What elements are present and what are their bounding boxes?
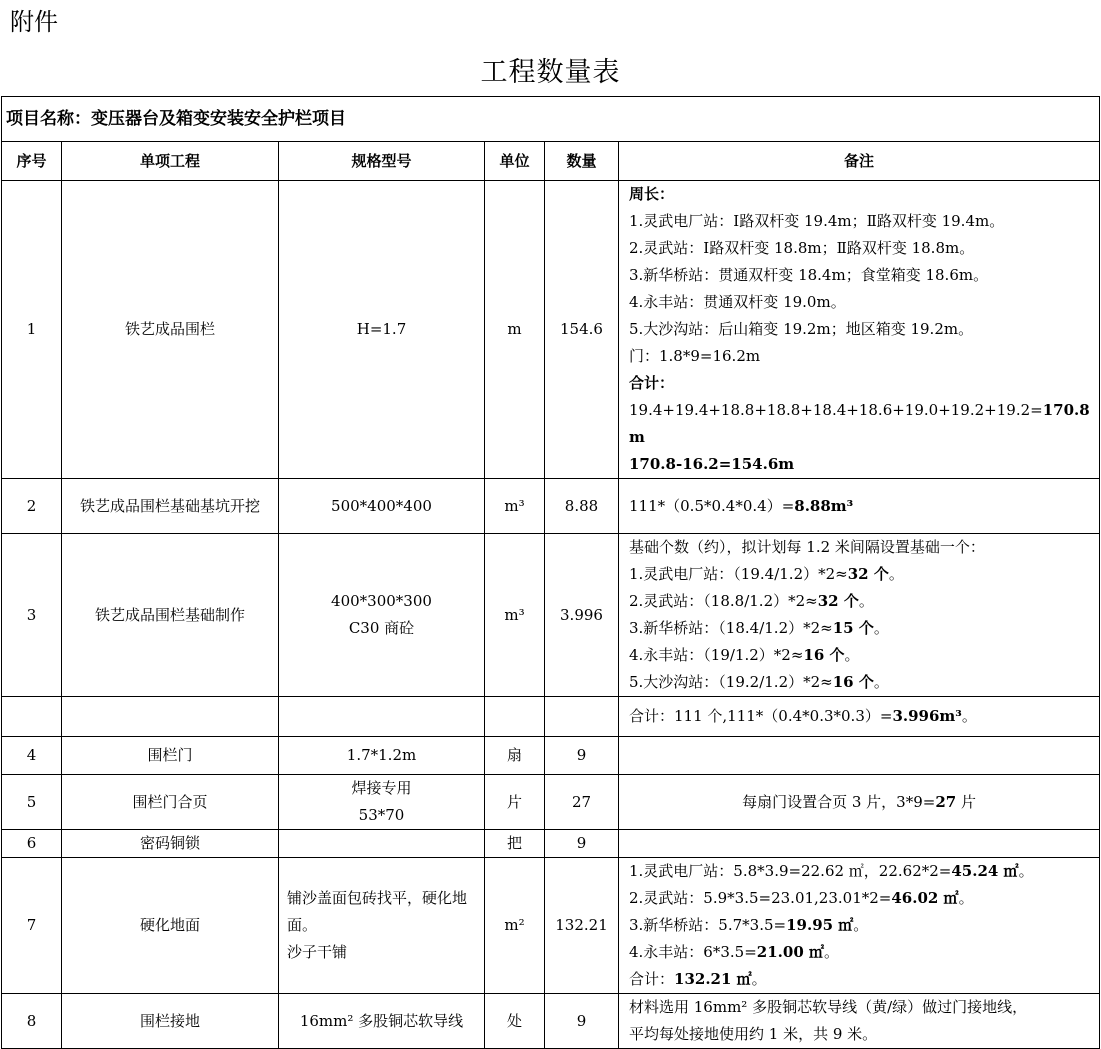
notes-line [629, 181, 1095, 208]
unit-cell: 处 [485, 994, 545, 1049]
notes-line [629, 451, 1095, 478]
notes-line: 基础个数（约），拟计划每 1.2 米间隔设置基础一个： [629, 538, 985, 556]
notes-cell [619, 994, 1100, 1049]
notes-bold: 16 个 [803, 646, 845, 664]
attachment-label: 附件 [10, 8, 58, 36]
notes-bold: 21.00 ㎡ [756, 943, 824, 961]
header-notes: 备注 [619, 142, 1100, 181]
row-number: 2 [2, 479, 62, 534]
notes-line: 3.新华桥站：5.7*3.5=19.95 ㎡。 [629, 916, 869, 934]
header-item: 单项工程 [62, 142, 279, 181]
notes-bold: 170.8m [629, 401, 1090, 446]
spec-line: 1.7*1.2m [346, 746, 417, 764]
qty-cell: 3.996 [545, 534, 619, 697]
notes-cell [619, 775, 1100, 830]
row-number: 8 [2, 994, 62, 1049]
spec-cell [279, 181, 485, 479]
spec-line: 400*300*300 [331, 592, 432, 610]
notes-line: 2.灵武站：Ⅰ路双杆变 18.8m；Ⅱ路双杆变 18.8m。 [629, 239, 975, 257]
table-row [2, 534, 1100, 697]
spec-line: C30 商砼 [348, 619, 415, 637]
qty-cell: 27 [545, 775, 619, 830]
notes-line: 3.新华桥站：贯通双杆变 18.4m；食堂箱变 18.6m。 [629, 266, 989, 284]
notes-line [629, 370, 1095, 397]
notes-line: 111*（0.5*0.4*0.4）=8.88m³ [629, 496, 854, 515]
spec-cell [279, 994, 485, 1049]
unit-cell [485, 697, 545, 737]
spec-line: H=1.7 [356, 320, 407, 338]
notes-line: 2.灵武站：5.9*3.5=23.01,23.01*2=46.02 ㎡。 [629, 889, 974, 907]
item-name: 铁艺成品围栏 [62, 181, 279, 479]
notes-line: 合计：132.21 ㎡。 [629, 970, 767, 988]
spec-line: 焊接专用 [351, 779, 412, 797]
unit-cell: m³ [485, 479, 545, 534]
project-row [2, 97, 1100, 142]
row-number: 1 [2, 181, 62, 479]
unit-cell: m [485, 181, 545, 479]
table-row [2, 994, 1100, 1049]
notes-bold: 32 个 [817, 592, 859, 610]
page-title: 工程数量表 [480, 57, 621, 88]
spec-cell [279, 775, 485, 830]
notes-line: 1.灵武电厂站：5.8*3.9=22.62 ㎡，22.62*2=45.24 ㎡。 [629, 862, 1034, 880]
notes-line: 合计：111 个,111*（0.4*0.3*0.3）=3.996m³。 [629, 707, 977, 725]
notes-line: 材料选用 16mm² 多股铜芯软导线（黄/绿）做过门接地线， [629, 998, 1028, 1016]
notes-cell [619, 534, 1100, 697]
row-number: 3 [2, 534, 62, 697]
qty-cell: 9 [545, 737, 619, 775]
qty-cell: 132.21 [545, 858, 619, 994]
notes-bold: 3.996m³ [892, 707, 962, 725]
notes-line: 3.新华桥站：（18.4/1.2）*2≈15 个。 [629, 619, 889, 637]
notes-cell [619, 697, 1100, 737]
item-name: 围栏门合页 [62, 775, 279, 830]
notes-bold: 45.24 ㎡ [951, 862, 1019, 880]
spec-line: 沙子干铺 [287, 943, 348, 961]
spec-line: 铺沙盖面包砖找平，硬化地面。 [287, 889, 468, 934]
notes-bold: 132.21 ㎡ [674, 970, 752, 988]
notes-bold: 16 个 [832, 673, 874, 691]
header-qty: 数量 [545, 142, 619, 181]
header-no: 序号 [2, 142, 62, 181]
notes-bold: 32 个 [847, 565, 889, 583]
notes-line: 每扇门设置合页 3 片，3*9=27 片 [742, 792, 976, 811]
notes-line: 2.灵武站：（18.8/1.2）*2≈32 个。 [629, 592, 874, 610]
unit-cell: 把 [485, 830, 545, 858]
header-spec: 规格型号 [279, 142, 485, 181]
table-row [2, 697, 1100, 737]
qty-cell: 8.88 [545, 479, 619, 534]
notes-bold: 15 个 [832, 619, 874, 637]
spec-cell [279, 830, 485, 858]
item-name: 铁艺成品围栏基础基坑开挖 [62, 479, 279, 534]
spec-cell [279, 737, 485, 775]
row-number: 5 [2, 775, 62, 830]
header-unit: 单位 [485, 142, 545, 181]
qty-cell [545, 697, 619, 737]
notes-line: 4.永丰站：6*3.5=21.00 ㎡。 [629, 943, 839, 961]
table-row [2, 181, 1100, 479]
notes-cell [619, 479, 1100, 534]
notes-bold: 46.02 ㎡ [891, 889, 959, 907]
notes-bold: 周长： [629, 185, 675, 203]
notes-line: 门：1.8*9=16.2m [629, 347, 761, 365]
notes-line: 1.灵武电厂站：（19.4/1.2）*2≈32 个。 [629, 565, 904, 583]
unit-cell: m³ [485, 534, 545, 697]
row-number: 7 [2, 858, 62, 994]
notes-bold: 8.88m³ [794, 496, 854, 515]
table-row [2, 479, 1100, 534]
unit-cell: 扇 [485, 737, 545, 775]
spec-cell [279, 858, 485, 994]
notes-bold: 19.95 ㎡ [786, 916, 854, 934]
notes-cell [619, 181, 1100, 479]
spec-cell [279, 697, 485, 737]
table-row [2, 775, 1100, 830]
notes-line: 5.大沙沟站：后山箱变 19.2m；地区箱变 19.2m。 [629, 320, 974, 338]
table-row [2, 737, 1100, 775]
notes-line: 4.永丰站：（19/1.2）*2≈16 个。 [629, 646, 860, 664]
notes-line: 平均每处接地使用约 1 米，共 9 米。 [629, 1025, 878, 1043]
item-name: 围栏接地 [62, 994, 279, 1049]
notes-bold: 170.8-16.2=154.6m [629, 455, 795, 473]
notes-bold: 27 [935, 792, 957, 811]
spec-line: 16mm² 多股铜芯软导线 [299, 1011, 464, 1030]
row-number: 6 [2, 830, 62, 858]
item-name: 铁艺成品围栏基础制作 [62, 534, 279, 697]
item-name [62, 697, 279, 737]
notes-line: 1.灵武电厂站：Ⅰ路双杆变 19.4m；Ⅱ路双杆变 19.4m。 [629, 212, 1005, 230]
table-row [2, 830, 1100, 858]
notes-bold: 合计： [629, 374, 675, 392]
item-name: 硬化地面 [62, 858, 279, 994]
unit-cell: m² [485, 858, 545, 994]
item-name: 密码铜锁 [62, 830, 279, 858]
unit-cell: 片 [485, 775, 545, 830]
spec-line: 53*70 [358, 806, 405, 824]
notes-cell [619, 737, 1100, 775]
project-name: 项目名称：变压器台及箱变安装安全护栏项目 [2, 97, 1100, 142]
spec-cell [279, 479, 485, 534]
notes-line: 4.永丰站：贯通双杆变 19.0m。 [629, 293, 846, 311]
item-name: 围栏门 [62, 737, 279, 775]
notes-line: 19.4+19.4+18.8+18.8+18.4+18.6+19.0+19.2+19.2=170.8m [629, 401, 1090, 446]
row-number [2, 697, 62, 737]
qty-cell: 154.6 [545, 181, 619, 479]
header-row [2, 142, 1100, 181]
spec-cell [279, 534, 485, 697]
notes-cell [619, 830, 1100, 858]
quantity-table [1, 96, 1100, 1049]
spec-line: 500*400*400 [331, 496, 432, 515]
qty-cell: 9 [545, 994, 619, 1049]
notes-cell [619, 858, 1100, 994]
table-row [2, 858, 1100, 994]
row-number: 4 [2, 737, 62, 775]
qty-cell: 9 [545, 830, 619, 858]
notes-line: 5.大沙沟站：（19.2/1.2）*2≈16 个。 [629, 673, 889, 691]
